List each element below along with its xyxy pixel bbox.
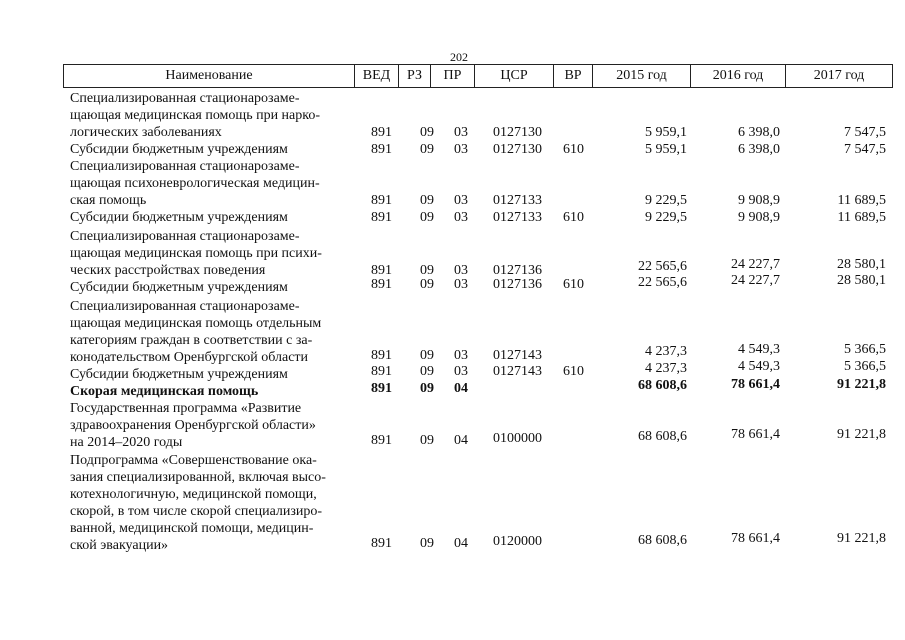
cell-2016: 78 661,4 [731, 377, 780, 392]
cell-2016: 4 549,3 [738, 359, 780, 374]
cell-2016: 4 549,3 [738, 342, 780, 357]
cell-2017: 28 580,1 [837, 273, 886, 288]
cell-ved: 891 [371, 193, 392, 208]
cell-ved: 891 [371, 536, 392, 551]
row-name-line: Специализированная стационарозаме- [70, 91, 300, 106]
cell-2017: 91 221,8 [837, 531, 886, 546]
header-pr: ПР [443, 68, 462, 83]
cell-2016: 9 908,9 [738, 210, 780, 225]
cell-ved: 891 [371, 210, 392, 225]
cell-ved: 891 [371, 433, 392, 448]
cell-2017: 5 366,5 [844, 342, 886, 357]
cell-csr: 0127136 [493, 277, 542, 292]
row-name-line: ской эвакуации» [70, 538, 169, 553]
row-name-line: Специализированная стационарозаме- [70, 229, 300, 244]
cell-rz: 09 [420, 381, 434, 396]
cell-2017: 11 689,5 [837, 193, 886, 208]
cell-pr: 04 [454, 381, 468, 396]
row-name-line: щающая психоневрологическая медицин- [70, 176, 320, 191]
cell-csr: 0127143 [493, 364, 542, 379]
cell-2017: 91 221,8 [837, 427, 886, 442]
cell-2016: 78 661,4 [731, 427, 780, 442]
cell-2015: 68 608,6 [638, 533, 687, 548]
header-2015: 2015 год [616, 68, 667, 83]
cell-ved: 891 [371, 348, 392, 363]
cell-rz: 09 [420, 193, 434, 208]
cell-ved: 891 [371, 125, 392, 140]
row-name-line: здравоохранения Оренбургской области» [70, 418, 316, 433]
row-name-line: щающая медицинская помощь при психи- [70, 246, 322, 261]
cell-rz: 09 [420, 277, 434, 292]
cell-pr: 04 [454, 433, 468, 448]
row-name-line: котехнологичную, медицинской помощи, [70, 487, 317, 502]
cell-rz: 09 [420, 142, 434, 157]
cell-pr: 03 [454, 142, 468, 157]
row-name-line: скорой, в том числе скорой специализиро- [70, 504, 323, 519]
cell-vr: 610 [563, 277, 584, 292]
cell-2016: 78 661,4 [731, 531, 780, 546]
cell-2015: 9 229,5 [645, 210, 687, 225]
cell-2015: 68 608,6 [638, 429, 687, 444]
cell-csr: 0127130 [493, 142, 542, 157]
row-name-line: зания специализированной, включая высо- [70, 470, 326, 485]
cell-rz: 09 [420, 348, 434, 363]
cell-csr: 0127133 [493, 210, 542, 225]
header-name: Наименование [165, 68, 253, 83]
table-header [63, 64, 893, 88]
page-number: 202 [450, 50, 468, 64]
cell-2015: 5 959,1 [645, 125, 687, 140]
header-vr: ВР [564, 68, 582, 83]
cell-csr: 0127143 [493, 348, 542, 363]
header-rz: РЗ [407, 68, 422, 83]
cell-2016: 9 908,9 [738, 193, 780, 208]
row-name-line: логических заболеваниях [70, 125, 222, 140]
cell-csr: 0127130 [493, 125, 542, 140]
cell-2015: 4 237,3 [645, 344, 687, 359]
header-2016: 2016 год [712, 68, 764, 83]
cell-csr: 0120000 [493, 534, 542, 549]
cell-rz: 09 [420, 263, 434, 278]
cell-2015: 5 959,1 [645, 142, 687, 157]
row-name-line: ческих расстройствах поведения [70, 263, 266, 278]
cell-rz: 09 [420, 433, 434, 448]
cell-2017: 5 366,5 [844, 359, 886, 374]
cell-csr: 0127136 [493, 263, 542, 278]
header-csr: ЦСР [500, 68, 528, 83]
row-name-line: Специализированная стационарозаме- [70, 299, 300, 314]
row-name-line: категориям граждан в соответствии с за- [70, 333, 313, 348]
row-name-line: конодательством Оренбургской области [70, 350, 309, 365]
cell-pr: 03 [454, 125, 468, 140]
cell-2017: 28 580,1 [837, 257, 886, 272]
cell-ved: 891 [371, 277, 392, 292]
cell-rz: 09 [420, 536, 434, 551]
cell-pr: 03 [454, 263, 468, 278]
cell-rz: 09 [420, 210, 434, 225]
row-name-line: щающая медицинская помощь отдельным [70, 316, 322, 331]
row-name-line: Субсидии бюджетным учреждениям [70, 367, 288, 382]
row-name-line: Субсидии бюджетным учреждениям [70, 210, 288, 225]
cell-2016: 6 398,0 [738, 125, 780, 140]
cell-pr: 03 [454, 210, 468, 225]
cell-2015: 4 237,3 [645, 361, 687, 376]
row-name-line: щающая медицинская помощь при нарко- [70, 108, 321, 123]
cell-ved: 891 [371, 263, 392, 278]
cell-vr: 610 [563, 210, 584, 225]
cell-2015: 22 565,6 [638, 275, 687, 290]
cell-pr: 03 [454, 364, 468, 379]
row-name-line: Субсидии бюджетным учреждениям [70, 280, 288, 295]
cell-csr: 0100000 [493, 431, 542, 446]
row-name-line: ская помощь [70, 193, 147, 208]
cell-2016: 24 227,7 [731, 257, 780, 272]
cell-rz: 09 [420, 125, 434, 140]
row-name-line: на 2014–2020 годы [70, 435, 183, 450]
cell-2016: 6 398,0 [738, 142, 780, 157]
row-name-line: Специализированная стационарозаме- [70, 159, 300, 174]
header-ved: ВЕД [362, 68, 391, 83]
cell-2015: 22 565,6 [638, 259, 687, 274]
cell-vr: 610 [563, 142, 584, 157]
cell-2015: 9 229,5 [645, 193, 687, 208]
row-name-line: ванной, медицинской помощи, медицин- [70, 521, 314, 536]
row-name-line: Подпрограмма «Совершенствование ока- [70, 453, 317, 468]
cell-ved: 891 [371, 364, 392, 379]
cell-rz: 09 [420, 364, 434, 379]
cell-pr: 03 [454, 348, 468, 363]
row-name-line: Скорая медицинская помощь [70, 384, 259, 399]
cell-2017: 7 547,5 [844, 125, 886, 140]
row-name-line: Государственная программа «Развитие [70, 401, 302, 416]
row-name-line: Субсидии бюджетным учреждениям [70, 142, 288, 157]
cell-2015: 68 608,6 [638, 378, 687, 393]
cell-vr: 610 [563, 364, 584, 379]
cell-pr: 03 [454, 193, 468, 208]
header-2017: 2017 год [813, 68, 865, 83]
cell-ved: 891 [371, 142, 392, 157]
cell-pr: 04 [454, 536, 468, 551]
cell-2016: 24 227,7 [731, 273, 780, 288]
cell-2017: 91 221,8 [837, 377, 886, 392]
cell-pr: 03 [454, 277, 468, 292]
cell-2017: 11 689,5 [837, 210, 886, 225]
cell-2017: 7 547,5 [844, 142, 886, 157]
cell-ved: 891 [371, 381, 392, 396]
cell-csr: 0127133 [493, 193, 542, 208]
